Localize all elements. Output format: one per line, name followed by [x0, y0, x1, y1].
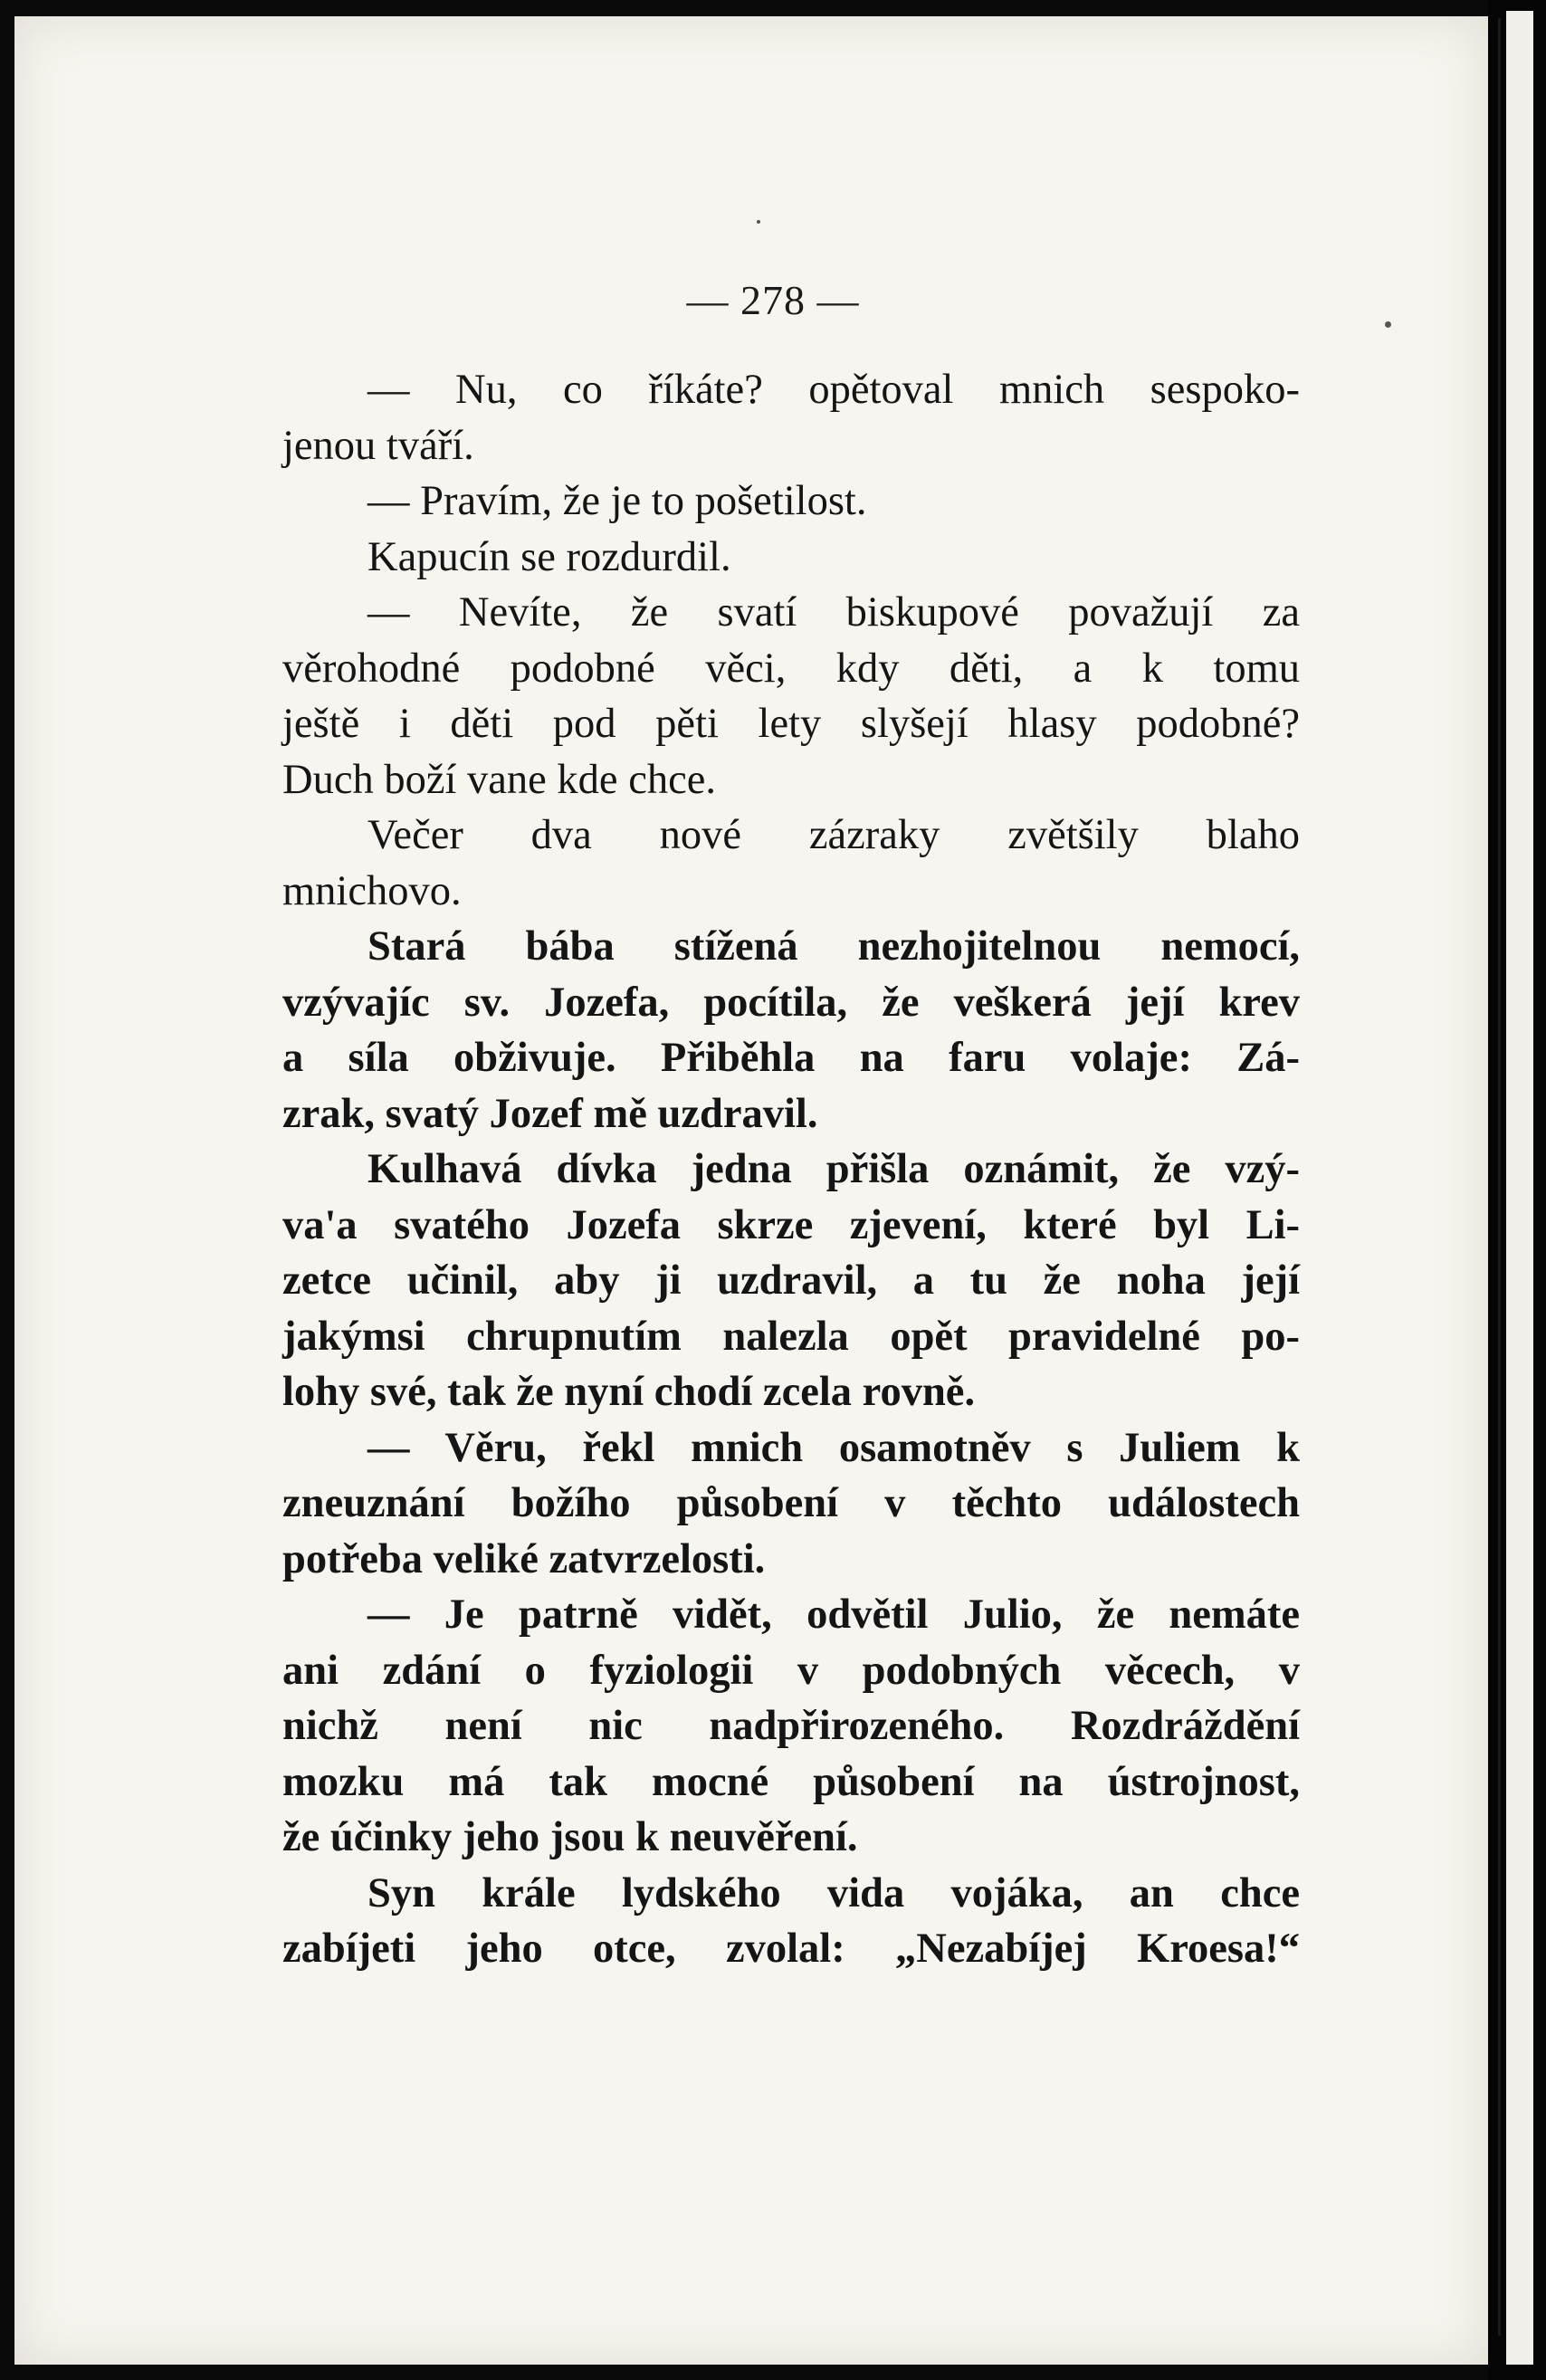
adjacent-page-sliver	[1506, 11, 1533, 2365]
text-line: zetce učinil, aby ji uzdravil, a tu že noha její	[282, 1257, 1300, 1304]
page-number: — 278 —	[686, 277, 860, 323]
text-line: zrak, svatý Jozef mě uzdravil.	[282, 1090, 818, 1137]
text-line: nichž není nic nadpřirozeného. Rozdráždění	[282, 1703, 1300, 1749]
text-line: Syn krále lydského vida vojáka, an chce	[367, 1869, 1300, 1916]
text-line: lohy své, tak že nyní chodí zcela rovně.	[282, 1369, 976, 1415]
text-line: mnichovo.	[282, 867, 462, 914]
text-line: vzývajíc sv. Jozefa, pocítila, že veškerá její krev	[282, 979, 1300, 1026]
text-line: Večer dva nové zázraky zvětšily blaho	[367, 812, 1300, 858]
text-line: — Pravím, že je to pošetilost.	[367, 478, 867, 524]
scan-speck	[757, 220, 760, 224]
text-line: jakýmsi chrupnutím nalezla opět pravidelné po-	[282, 1313, 1300, 1360]
text-line: va'a svatého Jozefa skrze zjevení, které byl Li-	[282, 1201, 1300, 1248]
text-line: — Nu, co říkáte? opětoval mnich sespoko-	[367, 367, 1300, 413]
text-line: a síla obživuje. Přiběhla na faru volaje: Zá-	[282, 1035, 1300, 1081]
text-line: — Nevíte, že svatí biskupové považují za	[367, 589, 1300, 636]
text-line: Stará bába stížená nezhojitelnou nemocí,	[367, 923, 1300, 970]
text-line: — Je patrně vidět, odvětil Julio, že nemáte	[367, 1591, 1300, 1638]
text-line: — Věru, řekl mnich osamotněv s Juliem k	[367, 1424, 1300, 1471]
page-text	[282, 362, 1300, 1977]
text-line: ani zdání o fyziologii v podobných věcech, v	[282, 1647, 1300, 1694]
text-line: Kulhavá dívka jedna přišla oznámit, že vzý-	[367, 1146, 1300, 1192]
text-line: zabíjeti jeho otce, zvolal: „Nezabíjej Kroesa!“	[282, 1926, 1300, 1972]
text-line: Kapucín se rozdurdil.	[367, 533, 731, 580]
text-line: zneuznání božího působení v těchto událostech	[282, 1480, 1300, 1526]
text-line: ještě i děti pod pěti lety slyšejí hlasy podobné?	[282, 701, 1300, 747]
text-line: jenou tváří.	[282, 422, 474, 469]
adjacent-page-edge	[1488, 0, 1546, 2380]
text-line: mozku má tak mocné působení na ústrojnost,	[282, 1758, 1300, 1805]
page-fold-line	[1498, 18, 1501, 2336]
text-line: Duch boží vane kde chce.	[282, 756, 716, 803]
text-line: že účinky jeho jsou k neuvěření.	[282, 1814, 858, 1860]
text-line: potřeba veliké zatvrzelosti.	[282, 1535, 766, 1582]
text-line: věrohodné podobné věci, kdy děti, a k tomu	[282, 645, 1300, 692]
